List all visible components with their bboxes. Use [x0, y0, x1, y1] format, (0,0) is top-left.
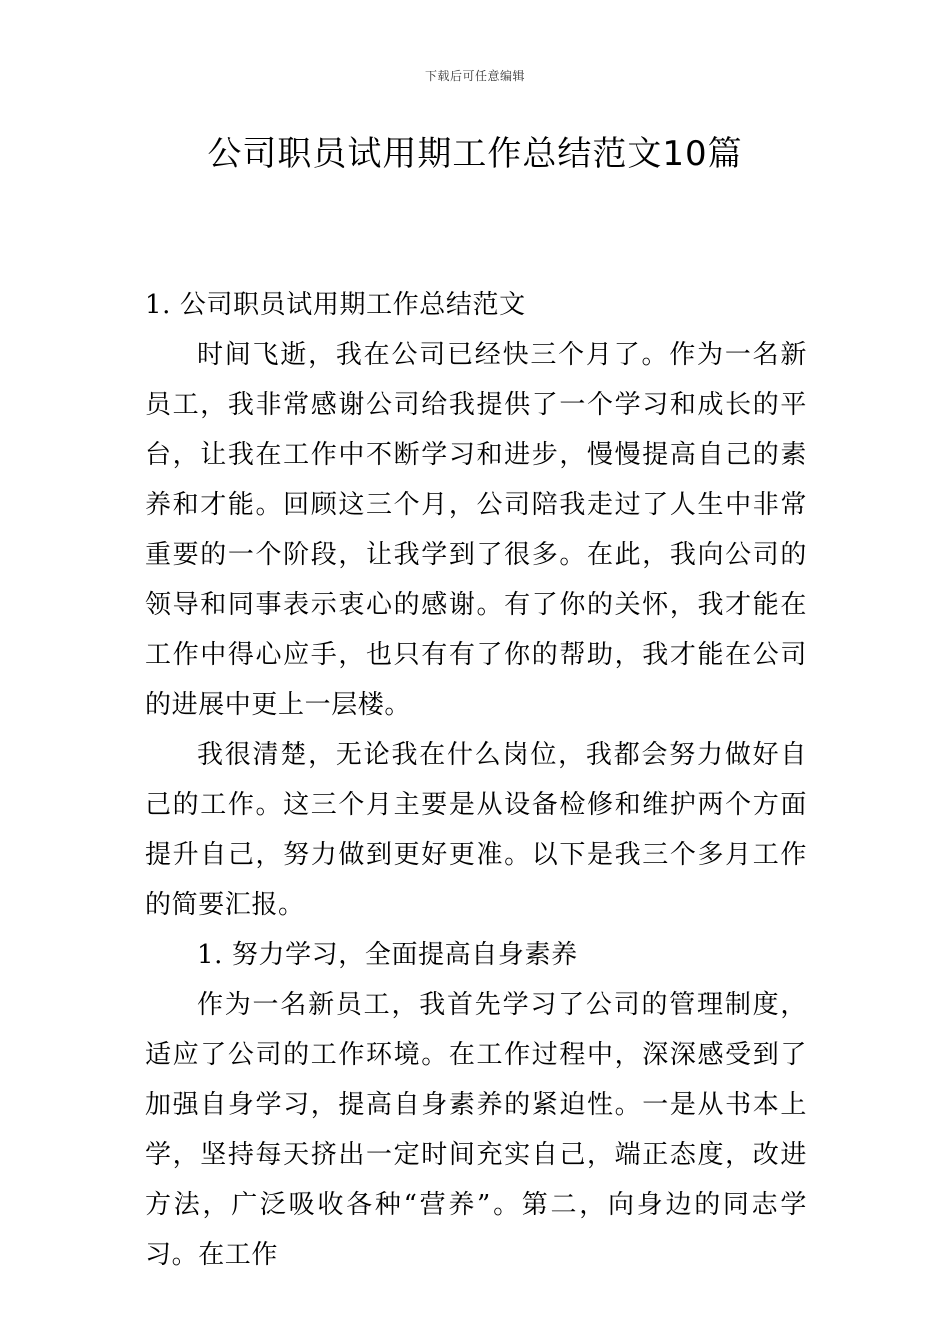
document-body — [145, 280, 807, 1280]
paragraph-study: 作为一名新员工，我首先学习了公司的管理制度，适应了公司的工作环境。在工作过程中，深深感受到了加强自身学习，提高自身素养的紧迫性。一是从书本上学，坚持每天挤出一定时间充实自己，端正态度，改进方法，广泛吸收各种“营养”。第二，向身边的同志学习。在工作 — [145, 990, 807, 1270]
subsection-heading: 1. 努力学习，全面提高自身素养 — [197, 940, 578, 970]
paragraph-intro: 时间飞逝，我在公司已经快三个月了。作为一名新员工，我非常感谢公司给我提供了一个学习和成长的平台，让我在工作中不断学习和进步，慢慢提高自己的素养和才能。回顾这三个月，公司陪我走过了人生中非常重要的一个阶段，让我学到了很多。在此，我向公司的领导和同事表示衷心的感谢。有了你的关怀，我才能在工作中得心应手，也只有有了你的帮助，我才能在公司的进展中更上一层楼。 — [145, 340, 807, 720]
document-title: 公司职员试用期工作总结范文10篇 — [207, 134, 743, 174]
paragraph-work-focus: 我很清楚，无论我在什么岗位，我都会努力做好自己的工作。这三个月主要是从设备检修和维护两个方面提升自己，努力做到更好更准。以下是我三个多月工作的简要汇报。 — [145, 740, 807, 920]
header-note: 下载后可任意编辑 — [424, 69, 525, 83]
section-heading: 1. 公司职员试用期工作总结范文 — [145, 290, 526, 320]
